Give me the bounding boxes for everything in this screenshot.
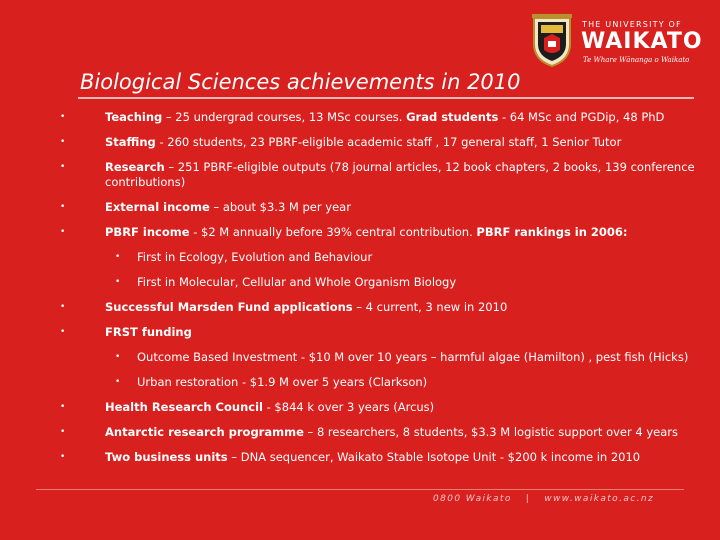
university-logo — [530, 14, 703, 74]
bullet-label: External income — [105, 200, 210, 214]
bullet-pbrf-income — [60, 225, 700, 240]
bullet-external-income — [60, 200, 700, 215]
bullet-icon: • — [115, 377, 121, 387]
bullet-text: First in Molecular, Cellular and Whole Organism Biology — [137, 275, 457, 289]
bullet-icon: • — [60, 402, 66, 412]
logo-maori-name: Te Whare Wānanga o Waikato — [583, 56, 690, 64]
bullet-list — [60, 110, 700, 475]
bullet-text: - $2 M annually before 39% central contribution. — [189, 225, 477, 239]
bullet-antarctic — [60, 425, 700, 440]
bullet-icon: • — [60, 427, 66, 437]
title-divider — [78, 97, 694, 99]
bullet-text: Outcome Based Investment - $10 M over 10 years – harmful algae (Hamilton) , pest fish (Hicks) — [137, 350, 689, 364]
bullet-marsden — [60, 300, 700, 315]
footer-phone: 0800 Waikato — [433, 494, 512, 504]
bullet-icon: • — [60, 137, 66, 147]
bullet-text: – DNA sequencer, Waikato Stable Isotope Unit - $200 k income in 2010 — [227, 450, 641, 464]
bullet-label: PBRF income — [105, 225, 190, 239]
bullet-label: Two business units — [105, 450, 228, 464]
bullet-icon: • — [115, 252, 121, 262]
bullet-icon: • — [60, 327, 66, 337]
bullet-text-2: - 64 MSc and PGDip, 48 PhD — [498, 110, 665, 124]
footer-separator: | — [525, 494, 531, 504]
bullet-health-research — [60, 400, 700, 415]
bullet-staffing — [60, 135, 700, 150]
footer — [433, 494, 654, 504]
bullet-label: Health Research Council — [105, 400, 263, 414]
bullet-label: Teaching — [105, 110, 163, 124]
bullet-icon: • — [60, 227, 66, 237]
bullet-label: Staffing — [105, 135, 156, 149]
bullet-label-2: PBRF rankings in 2006: — [476, 225, 628, 239]
bullet-label: FRST funding — [105, 325, 192, 339]
bullet-text: – about $3.3 M per year — [209, 200, 351, 214]
bullet-icon: • — [60, 162, 66, 172]
bullet-text: – 25 undergrad courses, 13 MSc courses. — [162, 110, 407, 124]
bullet-research — [60, 160, 700, 190]
sub-bullet-outcome-investment — [60, 350, 700, 365]
bullet-text: Urban restoration - $1.9 M over 5 years (Clarkson) — [137, 375, 428, 389]
bullet-label: Successful Marsden Fund applications — [105, 300, 353, 314]
slide-title: Biological Sciences achievements in 2010 — [80, 70, 521, 94]
sub-bullet-molecular — [60, 275, 700, 290]
bullet-icon: • — [115, 277, 121, 287]
bullet-business-units — [60, 450, 700, 465]
bullet-frst-funding — [60, 325, 700, 340]
footer-divider — [36, 489, 684, 490]
bullet-text: First in Ecology, Evolution and Behaviour — [137, 250, 373, 264]
bullet-text: – 8 researchers, 8 students, $3.3 M logistic support over 4 years — [303, 425, 678, 439]
bullet-label: Antarctic research programme — [105, 425, 304, 439]
bullet-text: – 4 current, 3 new in 2010 — [352, 300, 508, 314]
crest-icon — [530, 14, 574, 68]
bullet-text: – 251 PBRF-eligible outputs (78 journal articles, 12 book chapters, 2 books, 139 conference contributions) — [105, 160, 695, 189]
bullet-icon: • — [60, 112, 66, 122]
footer-url: www.waikato.ac.nz — [544, 494, 655, 504]
bullet-text: - 260 students, 23 PBRF-eligible academic staff , 17 general staff, 1 Senior Tutor — [155, 135, 622, 149]
bullet-teaching — [60, 110, 700, 125]
bullet-icon: • — [60, 202, 66, 212]
sub-bullet-ecology — [60, 250, 700, 265]
bullet-label-2: Grad students — [406, 110, 499, 124]
bullet-text: - $844 k over 3 years (Arcus) — [262, 400, 435, 414]
bullet-icon: • — [60, 452, 66, 462]
logo-university-of: THE UNIVERSITY OF — [582, 20, 682, 29]
bullet-icon: • — [60, 302, 66, 312]
bullet-label: Research — [105, 160, 165, 174]
logo-waikato: WAIKATO — [581, 29, 703, 54]
bullet-icon: • — [115, 352, 121, 362]
sub-bullet-urban-restoration — [60, 375, 700, 390]
